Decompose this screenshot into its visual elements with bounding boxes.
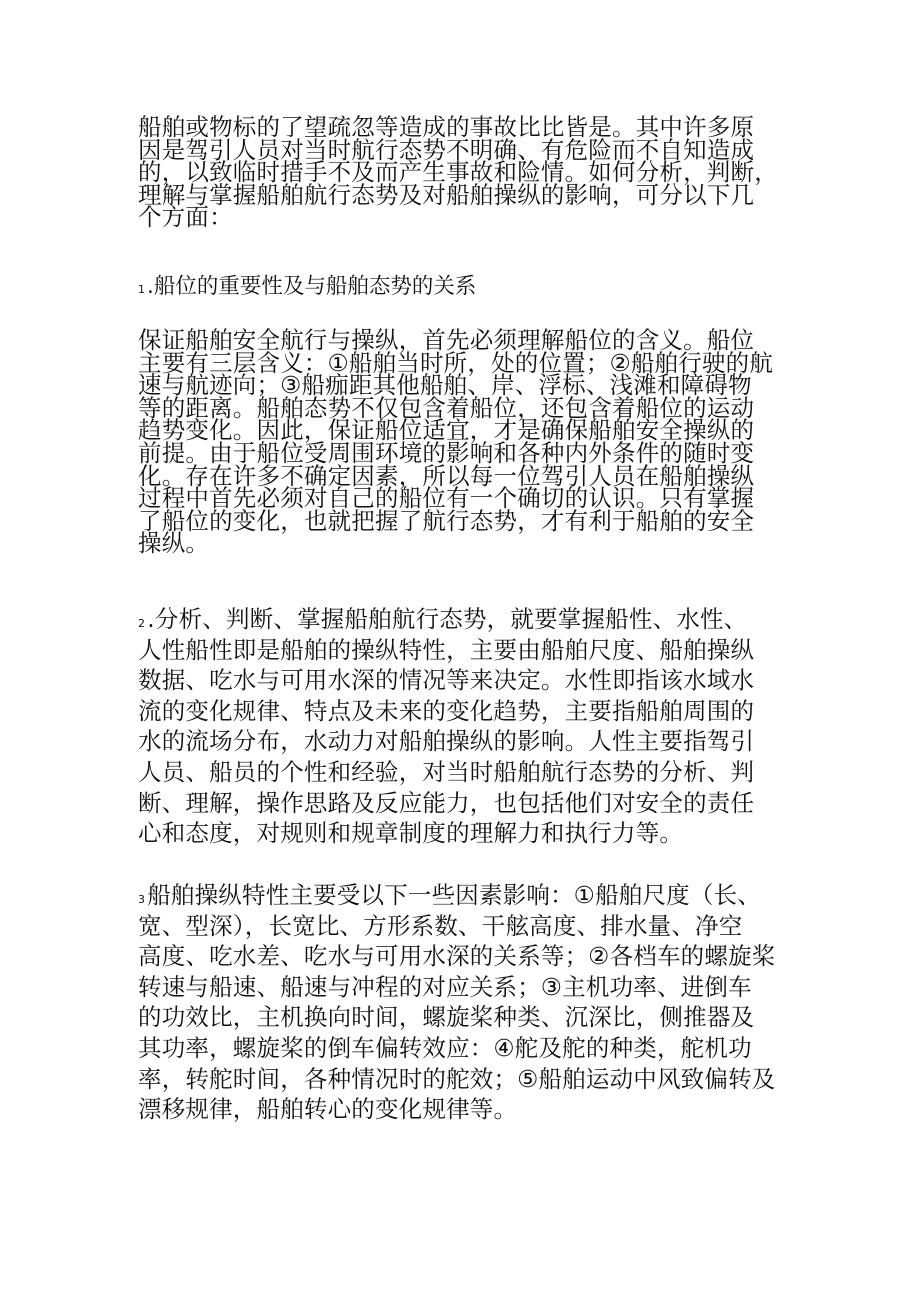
text-line: 的功效比，主机换向时间，螺旋桨种类、沉深比，侧推器及 bbox=[138, 1003, 755, 1032]
section-3-paragraph bbox=[138, 880, 775, 1125]
text-line: 数据、吃水与可用水深的情况等来决定。水性即指该水域水 bbox=[138, 666, 755, 695]
text-line: 人性船性即是船舶的操纵特性，主要由船舶尺度、船舶操纵 bbox=[138, 635, 755, 664]
text-line: 趋势变化。因此，保证船位适宜，才是确保船舶安全操纵的 bbox=[138, 416, 755, 445]
section-1-heading bbox=[138, 274, 476, 303]
text-line: 率，转舵时间，各种情况时的舵效；⑤船舶运动中风致偏转及 bbox=[138, 1064, 776, 1093]
section-number: 1 bbox=[138, 283, 145, 296]
section-1-paragraph bbox=[138, 326, 774, 558]
section-number: 2 bbox=[138, 617, 146, 630]
text-line: 其功率，螺旋桨的倒车偏转效应：④舵及舵的种类，舵机功 bbox=[138, 1033, 752, 1062]
text-line: 操纵。 bbox=[138, 529, 210, 558]
section-2-paragraph bbox=[138, 604, 754, 849]
section-2-first-line: .分析、判断、掌握船舶航行态势，就要掌握船性、水性、 bbox=[147, 605, 748, 633]
section-3-first-line: 船舶操纵特性主要受以下一些因素影响：①船舶尺度（长、 bbox=[147, 881, 761, 909]
text-line: 转速与船速、船速与冲程的对应关系；③主机功率、进倒车 bbox=[138, 972, 752, 1001]
text-line: 保证船舶安全航行与操纵，首先必须理解船位的含义。船位 bbox=[138, 326, 755, 354]
text-line bbox=[138, 604, 754, 635]
text-line: 断、理解，操作思路及反应能力，也包括他们对安全的责任 bbox=[138, 788, 755, 817]
text-line: 高度、吃水差、吃水与可用水深的关系等；②各档车的螺旋桨 bbox=[138, 942, 776, 971]
text-line: 的，以致临时措手不及而产生事故和险情。如何分析，判断， bbox=[138, 158, 778, 187]
text-line bbox=[138, 880, 775, 911]
text-line: 宽、型深），长宽比、方形系数、干舷高度、排水量、净空 bbox=[138, 911, 743, 940]
text-line: 因是驾引人员对当时航行态势不明确、有危险而不自知造成 bbox=[138, 135, 755, 164]
text-line: 理解与掌握船舶航行态势及对船舶操纵的影响，可分以下几 bbox=[138, 180, 755, 209]
text-line: 水的流场分布，水动力对船舶操纵的影响。人性主要指驾引 bbox=[138, 727, 755, 756]
section-number: 3 bbox=[138, 893, 146, 906]
intro-paragraph bbox=[138, 113, 778, 232]
text-line: 过程中首先必须对自己的船位有一个确切的认识。只有掌握 bbox=[138, 484, 755, 513]
text-line: 心和态度，对规则和规章制度的理解力和执行力等。 bbox=[138, 819, 684, 848]
text-line: 化。存在许多不确定因素，所以每一位驾引人员在船舶操纵 bbox=[138, 461, 755, 490]
text-line: 等的距离。船舶态势不仅包含着船位，还包含着船位的运动 bbox=[138, 393, 755, 422]
text-line: 速与航迹向；③船痂距其他船舶、岸、浮标、浅滩和障碍物 bbox=[138, 371, 752, 400]
text-line: 个方面： bbox=[138, 203, 233, 232]
section-title: .船位的重要性及与船舶态势的关系 bbox=[147, 274, 477, 299]
text-line: 人员、船员的个性和经验，对当时船舶航行态势的分析、判 bbox=[138, 757, 755, 786]
text-line: 主要有三层含义：①船舶当时所，处的位置；②船舶行驶的航 bbox=[138, 348, 774, 377]
text-line: 前提。由于船位受周围环境的影响和各种内外条件的随时变 bbox=[138, 438, 755, 467]
text-line: 了船位的变化，也就把握了航行态势，才有利于船舶的安全 bbox=[138, 506, 755, 535]
text-line: 船舶或物标的了望疏忽等造成的事故比比皆是。其中许多原 bbox=[138, 113, 755, 141]
text-line: 漂移规律，船舶转心的变化规律等。 bbox=[138, 1095, 518, 1124]
text-line: 流的变化规律、特点及未来的变化趋势，主要指船舶周围的 bbox=[138, 696, 755, 725]
